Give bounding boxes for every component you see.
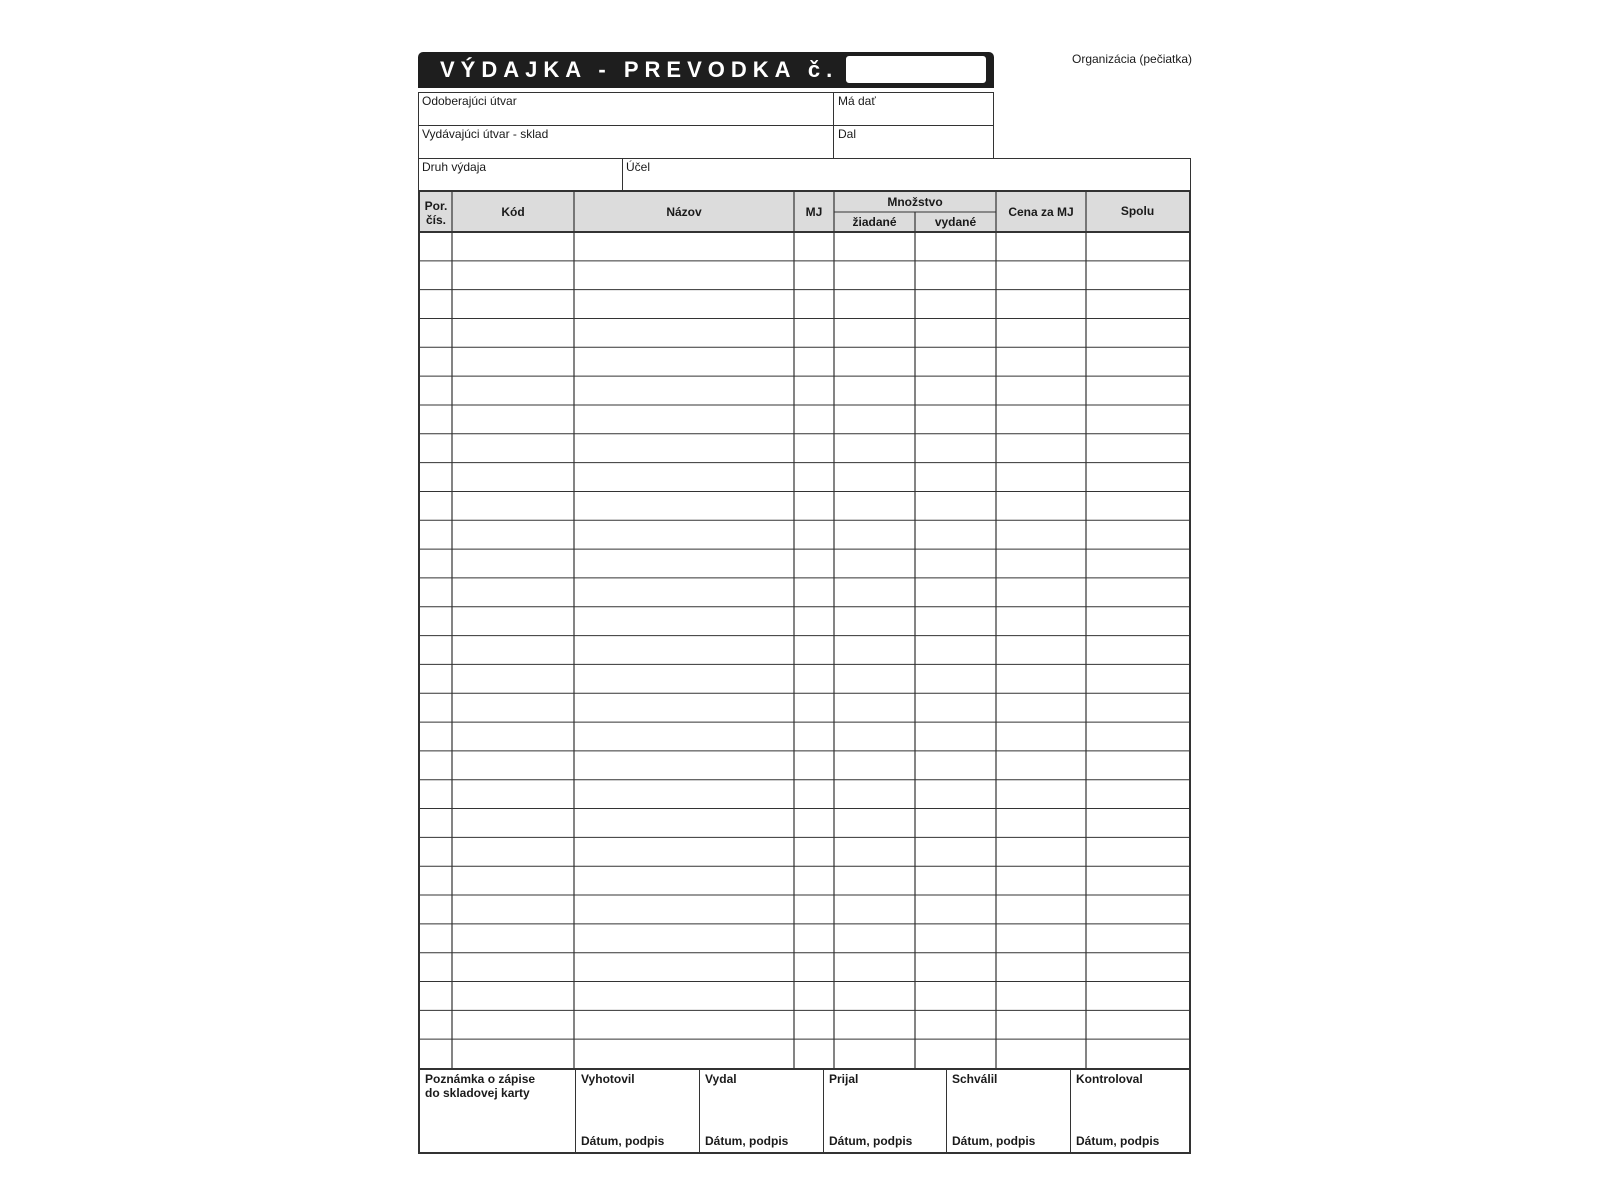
issued-by-date-sign: Dátum, podpis xyxy=(705,1134,789,1148)
received-label: Prijal xyxy=(829,1072,859,1086)
receiving-unit-label: Odoberajúci útvar xyxy=(422,94,517,108)
document-title: VÝDAJKA - PREVODKA č. xyxy=(440,57,839,82)
column-header-quantity: Množstvo xyxy=(887,195,943,209)
column-header-unit-price: Cena za MJ xyxy=(1008,205,1074,219)
column-header-issued: vydané xyxy=(934,215,977,229)
prepared-cell[interactable] xyxy=(576,1068,700,1152)
document-number-field[interactable] xyxy=(846,56,986,83)
items-table-lines xyxy=(420,192,1189,1068)
credit-field[interactable] xyxy=(833,125,994,159)
approved-cell[interactable] xyxy=(947,1068,1071,1152)
received-cell[interactable] xyxy=(824,1068,947,1152)
column-header-requested: žiadané xyxy=(852,215,897,229)
checked-label: Kontroloval xyxy=(1076,1072,1143,1086)
issuing-unit-label: Vydávajúci útvar - sklad xyxy=(422,127,549,141)
column-header-no-line1: Por. xyxy=(424,199,448,213)
column-header-no xyxy=(420,199,452,227)
credit-label: Dal xyxy=(838,127,857,141)
title-bar xyxy=(418,52,994,88)
note-label xyxy=(425,1072,535,1100)
prepared-date-sign: Dátum, podpis xyxy=(581,1134,665,1148)
note-label-line1: Poznámka o zápise xyxy=(425,1072,536,1086)
note-label-line2: do skladovej karty xyxy=(425,1086,530,1100)
debit-label: Má dať xyxy=(838,94,876,108)
column-header-code: Kód xyxy=(501,205,525,219)
column-header-name: Názov xyxy=(666,205,702,219)
received-date-sign: Dátum, podpis xyxy=(829,1134,913,1148)
checked-cell[interactable] xyxy=(1071,1068,1189,1152)
purpose-label: Účel xyxy=(626,160,651,174)
signature-footer xyxy=(418,1068,1191,1154)
approved-date-sign: Dátum, podpis xyxy=(952,1134,1036,1148)
purpose-field[interactable] xyxy=(622,158,1191,192)
issued-by-label: Vydal xyxy=(705,1072,737,1086)
checked-date-sign: Dátum, podpis xyxy=(1076,1134,1160,1148)
organization-stamp-label: Organizácia (pečiatka) xyxy=(1072,52,1193,66)
prepared-label: Vyhotovil xyxy=(581,1072,635,1086)
column-header-total: Spolu xyxy=(1120,204,1155,218)
note-cell[interactable] xyxy=(420,1068,576,1152)
approved-label: Schválil xyxy=(952,1072,998,1086)
issue-type-label: Druh výdaja xyxy=(422,160,487,174)
issued-by-cell[interactable] xyxy=(700,1068,824,1152)
items-table xyxy=(418,190,1191,1070)
column-header-unit: MJ xyxy=(805,205,823,219)
column-header-no-line2: čís. xyxy=(425,213,446,227)
